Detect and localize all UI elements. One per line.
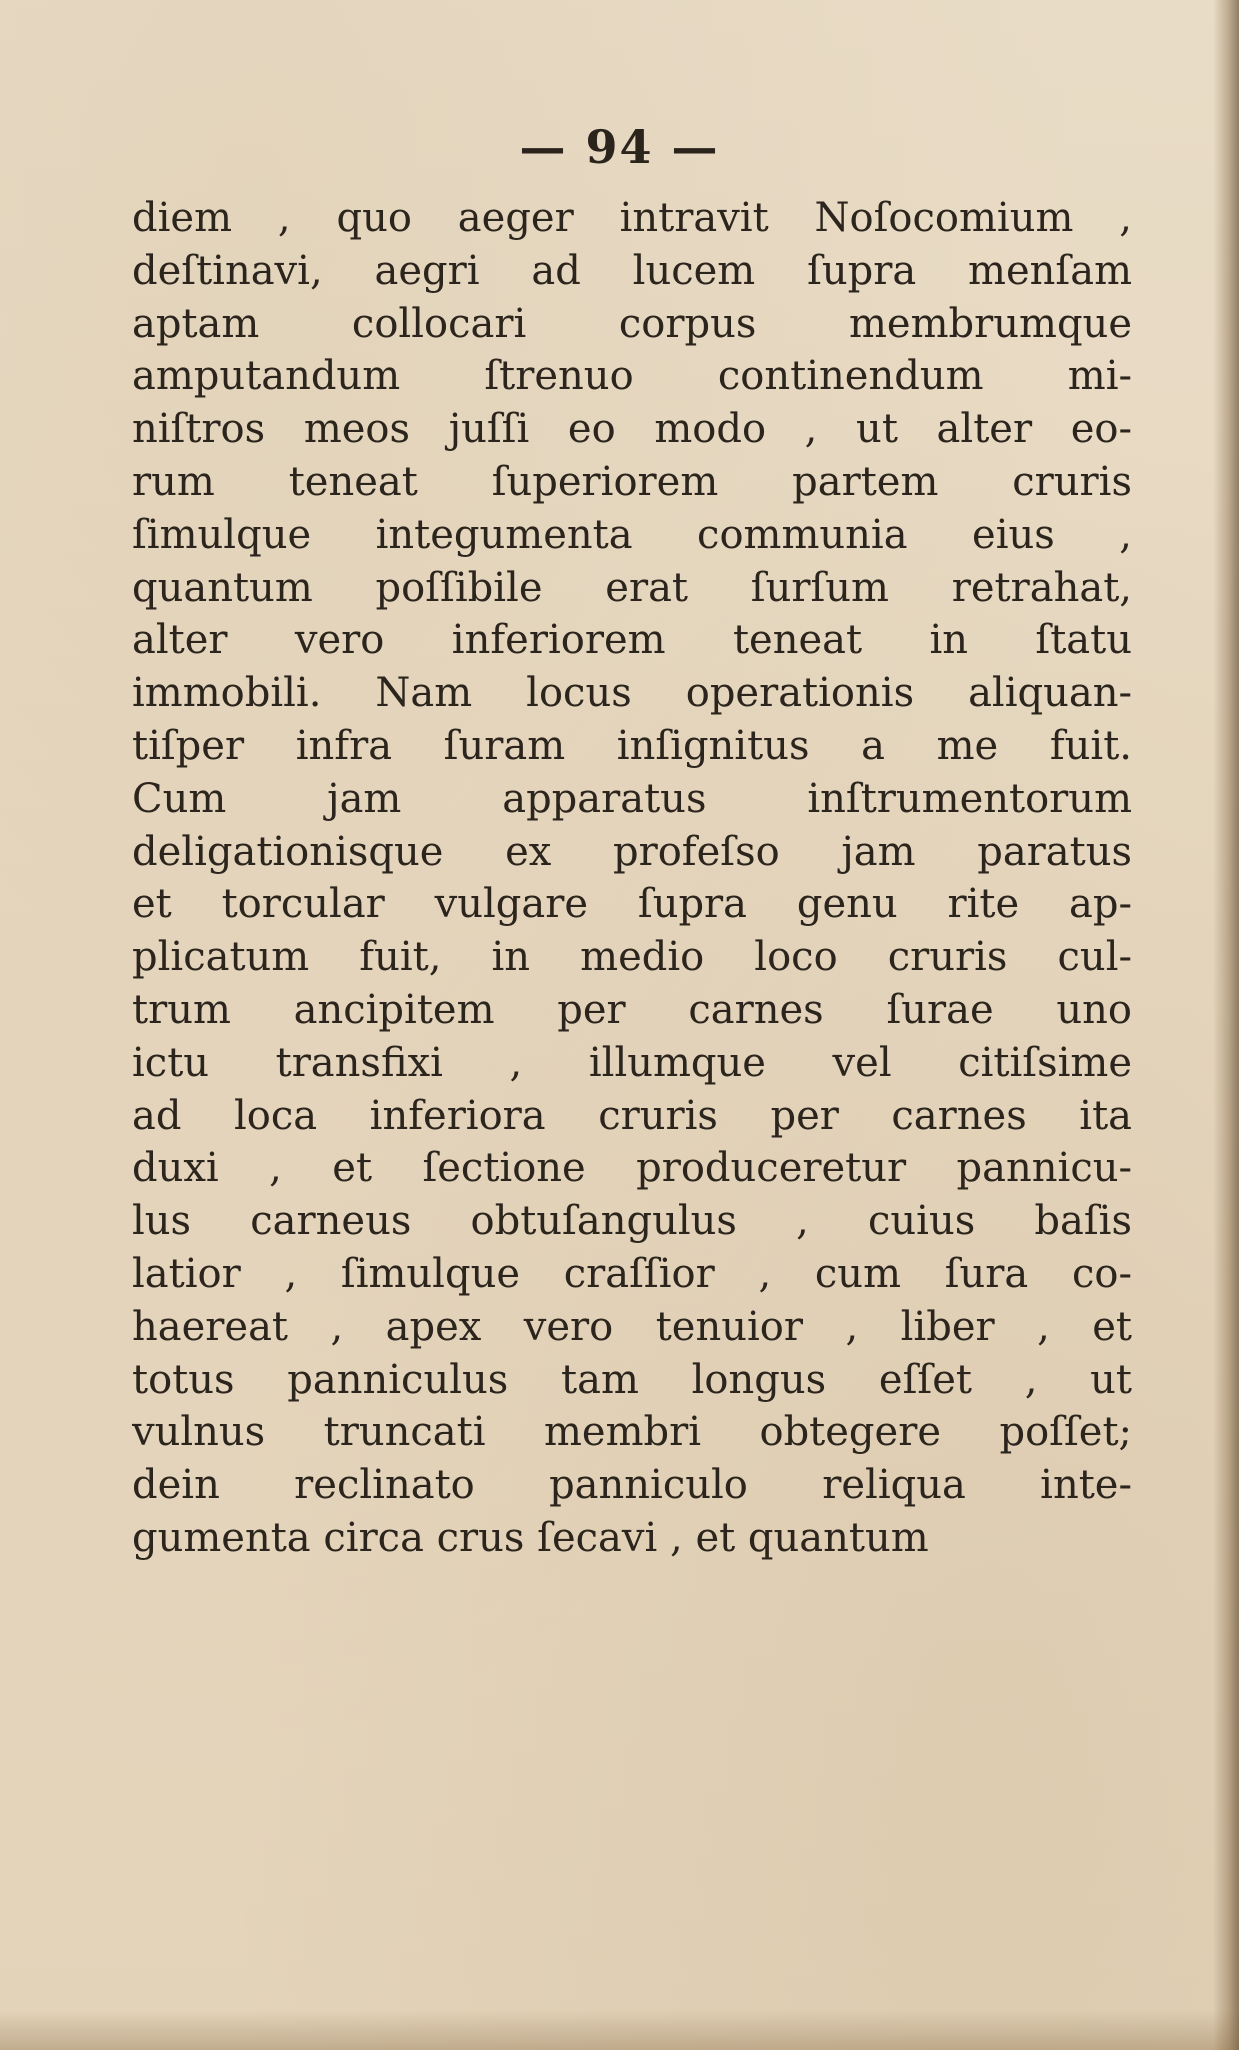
text-line: totus panniculus tam longus eſſet , ut	[132, 1356, 1132, 1403]
text-line: amputandum ſtrenuo continendum mi-	[132, 353, 1132, 400]
text-line: deligationisque ex profeſso jam paratus	[132, 828, 1132, 875]
text-line: aptam collocari corpus membrumque	[132, 300, 1132, 347]
text-line: vulnus truncati membri obtegere poſſet;	[132, 1409, 1132, 1456]
text-line: duxi , et ſectione produceretur pannicu-	[132, 1145, 1132, 1192]
text-line: Cum jam apparatus inſtrumentorum	[132, 775, 1132, 822]
text-line: deſtinavi, aegri ad lucem ſupra menſam	[132, 247, 1132, 294]
text-line: gumenta circa crus ſecavi , et quantum	[132, 1514, 929, 1561]
text-line: haereat , apex vero tenuior , liber , et	[132, 1303, 1132, 1350]
text-line: quantum poſſibile erat ſurſum retrahat,	[132, 564, 1132, 611]
page-edge-shadow	[1213, 0, 1239, 2050]
text-line: plicatum fuit, in medio loco cruris cul-	[132, 934, 1132, 981]
text-line: tiſper infra ſuram inſignitus a me fuit.	[132, 722, 1132, 769]
text-line: ictu transfixi , illumque vel citiſsime	[132, 1039, 1132, 1086]
text-line: ſimulque integumenta communia eius ,	[132, 511, 1132, 558]
text-line: alter vero inferiorem teneat in ſtatu	[132, 617, 1132, 664]
text-line: niſtros meos juſſi eo modo , ut alter eo-	[132, 406, 1132, 453]
text-line: dein reclinato panniculo reliqua inte-	[132, 1462, 1132, 1509]
body-text	[132, 192, 1132, 1565]
page-bottom-shadow	[0, 2010, 1239, 2050]
text-line: rum teneat ſuperiorem partem cruris	[132, 458, 1132, 505]
text-line: et torcular vulgare ſupra genu rite ap-	[132, 881, 1132, 928]
text-line: immobili. Nam locus operationis aliquan-	[132, 670, 1132, 717]
text-line: trum ancipitem per carnes ſurae uno	[132, 986, 1132, 1033]
text-line: diem , quo aeger intravit Noſocomium ,	[132, 195, 1132, 241]
text-line: lus carneus obtuſangulus , cuius baſis	[132, 1198, 1132, 1245]
text-line: latior , ſimulque craſſior , cum ſura co-	[132, 1250, 1132, 1297]
page-number: — 94 —	[519, 120, 720, 174]
text-line: ad loca inferiora cruris per carnes ita	[132, 1092, 1132, 1139]
